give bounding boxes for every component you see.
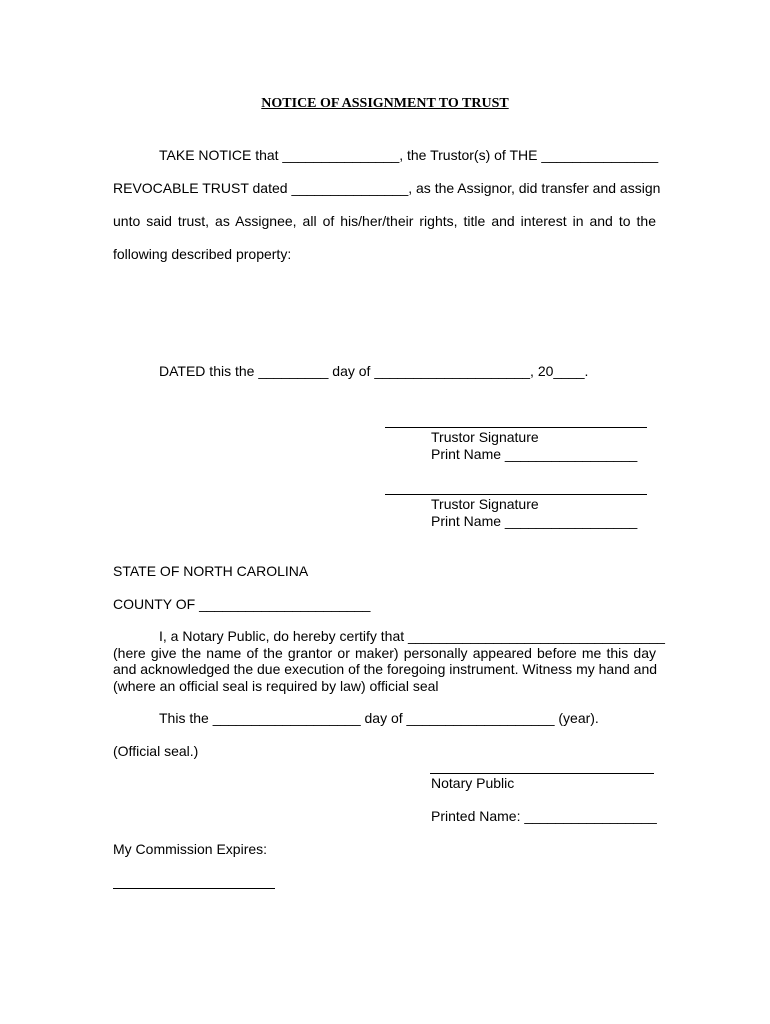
commission-expires-blank [113, 888, 275, 889]
printed-name-line: Printed Name: _________________ [431, 808, 657, 824]
official-seal-label: (Official seal.) [113, 743, 199, 759]
commission-expires-label: My Commission Expires: [113, 841, 268, 857]
notice-line-1: TAKE NOTICE that _______________, the Trustor(s) of THE _______________ [159, 147, 659, 163]
notary-line-1: I, a Notary Public, do hereby certify that _________________________________ [159, 628, 665, 644]
notary-public-label: Notary Public [431, 775, 515, 791]
dated-line: DATED this the _________ day of ____________________, 20____. [159, 363, 589, 379]
document-title: NOTICE OF ASSIGNMENT TO TRUST [261, 96, 509, 111]
this-the-line: This the ___________________ day of ___________________ (year). [159, 710, 599, 726]
county-line: COUNTY OF ______________________ [113, 596, 371, 612]
notice-line-2: REVOCABLE TRUST dated _______________, as the Assignor, did transfer and assign [113, 180, 661, 196]
state-heading: STATE OF NORTH CAROLINA [113, 563, 309, 579]
trustor-print-name-1: Print Name _________________ [431, 446, 638, 462]
trustor-signature-line-2 [385, 494, 647, 495]
trustor-print-name-2: Print Name _________________ [431, 513, 638, 529]
notary-line-4: (where an official seal is required by law) official seal [113, 678, 439, 694]
notice-line-4: following described property: [113, 246, 292, 262]
notary-line-3: and acknowledged the due execution of the foregoing instrument. Witness my hand and [113, 661, 658, 677]
trustor-signature-label-1: Trustor Signature [431, 429, 539, 445]
notary-signature-line [430, 773, 654, 774]
notary-line-2: (here give the name of the grantor or maker) personally appeared before me this day [113, 645, 656, 661]
trustor-signature-line-1 [385, 427, 647, 428]
notice-line-3: unto said trust, as Assignee, all of his/her/their rights, title and interest in and to the [113, 213, 656, 229]
trustor-signature-label-2: Trustor Signature [431, 496, 539, 512]
